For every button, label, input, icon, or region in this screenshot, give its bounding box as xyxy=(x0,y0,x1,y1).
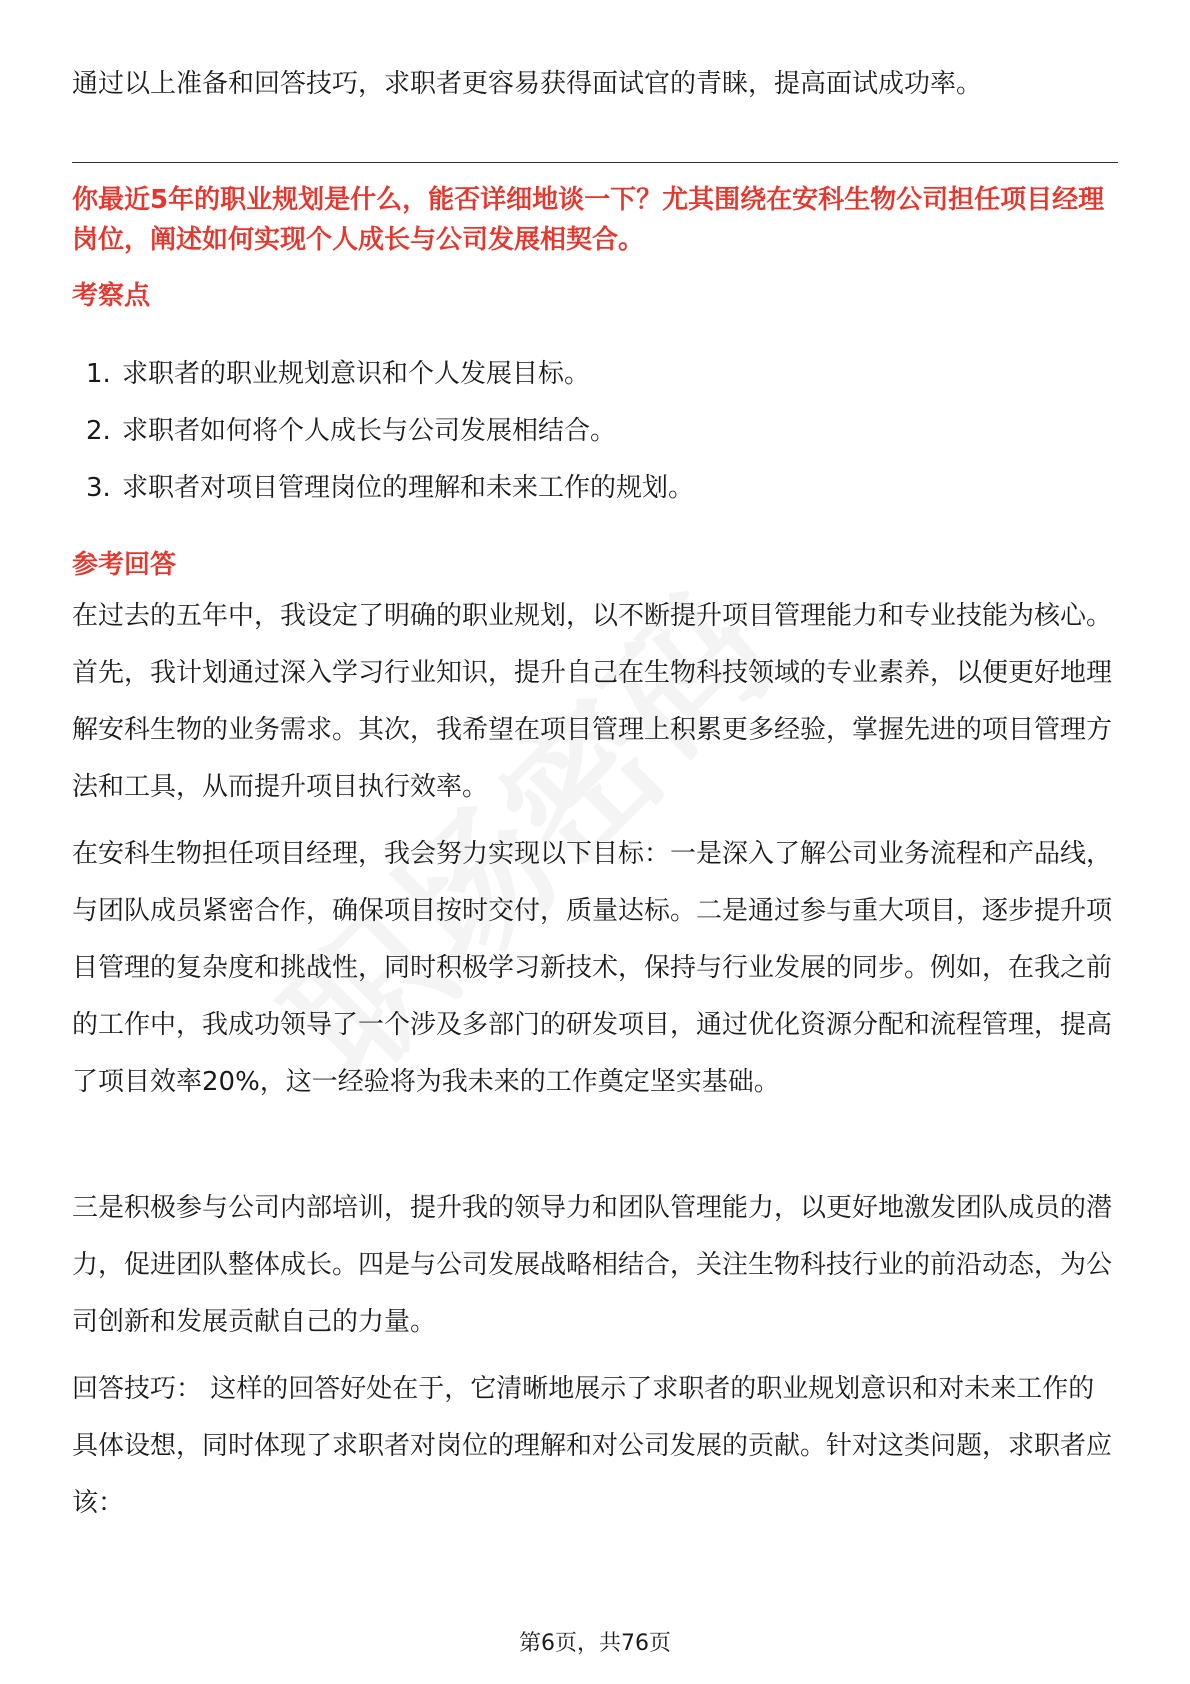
answer-paragraph-1: 在过去的五年中，我设定了明确的职业规划，以不断提升项目管理能力和专业技能为核心。首先，我计划通过深入学习行业知识，提升自己在生物科技领域的专业素养，以便更好地理解安科生物的业务需求。其次，我希望在项目管理上积累更多经验，掌握先进的项目管理方法和工具，从而提升项目执行效率。 xyxy=(72,601,1113,802)
considerations-list xyxy=(86,346,1116,517)
list-item xyxy=(86,346,1116,403)
list-item-text: 求职者的职业规划意识和个人发展目标。 xyxy=(122,359,591,389)
list-item-number: 1. xyxy=(86,359,111,389)
intro-paragraph: 通过以上准备和回答技巧，求职者更容易获得面试官的青睐，提高面试成功率。 xyxy=(72,69,983,99)
page-number-footer: 第6页，共76页 xyxy=(519,1631,671,1656)
list-item-text: 求职者对项目管理岗位的理解和未来工作的规划。 xyxy=(122,473,695,503)
list-item-number: 2. xyxy=(86,416,111,446)
horizontal-divider xyxy=(72,162,1118,163)
considerations-heading: 考察点 xyxy=(72,281,151,311)
list-item xyxy=(86,403,1116,460)
list-item xyxy=(86,460,1116,517)
answer-paragraph-2: 在安科生物担任项目经理，我会努力实现以下目标：一是深入了解公司业务流程和产品线，与团队成员紧密合作，确保项目按时交付，质量达标。二是通过参与重大项目，逐步提升项目管理的复杂度和挑战性，同时积极学习新技术，保持与行业发展的同步。例如，在我之前的工作中，我成功领导了一个涉及多部门的研发项目，通过优化资源分配和流程管理，提高了项目效率20%，这一经验将为我未来的工作奠定坚实基础。 xyxy=(72,839,1113,1097)
list-item-text: 求职者如何将个人成长与公司发展相结合。 xyxy=(122,416,617,446)
answer-tips-paragraph: 回答技巧： 这样的回答好处在于，它清晰地展示了求职者的职业规划意识和对未来工作的具体设想，同时体现了求职者对岗位的理解和对公司发展的贡献。针对这类问题，求职者应该： xyxy=(72,1374,1113,1518)
interview-question: 你最近5年的职业规划是什么，能否详细地谈一下？尤其围绕在安科生物公司担任项目经理岗位，阐述如何实现个人成长与公司发展相契合。 xyxy=(72,185,1105,255)
list-item-number: 3. xyxy=(86,473,111,503)
document-page xyxy=(72,0,1118,1684)
answer-heading: 参考回答 xyxy=(72,550,177,580)
answer-paragraph-3: 三是积极参与公司内部培训，提升我的领导力和团队管理能力，以更好地激发团队成员的潜力，促进团队整体成长。四是与公司发展战略相结合，关注生物科技行业的前沿动态，为公司创新和发展贡献自己的力量。 xyxy=(72,1193,1113,1337)
